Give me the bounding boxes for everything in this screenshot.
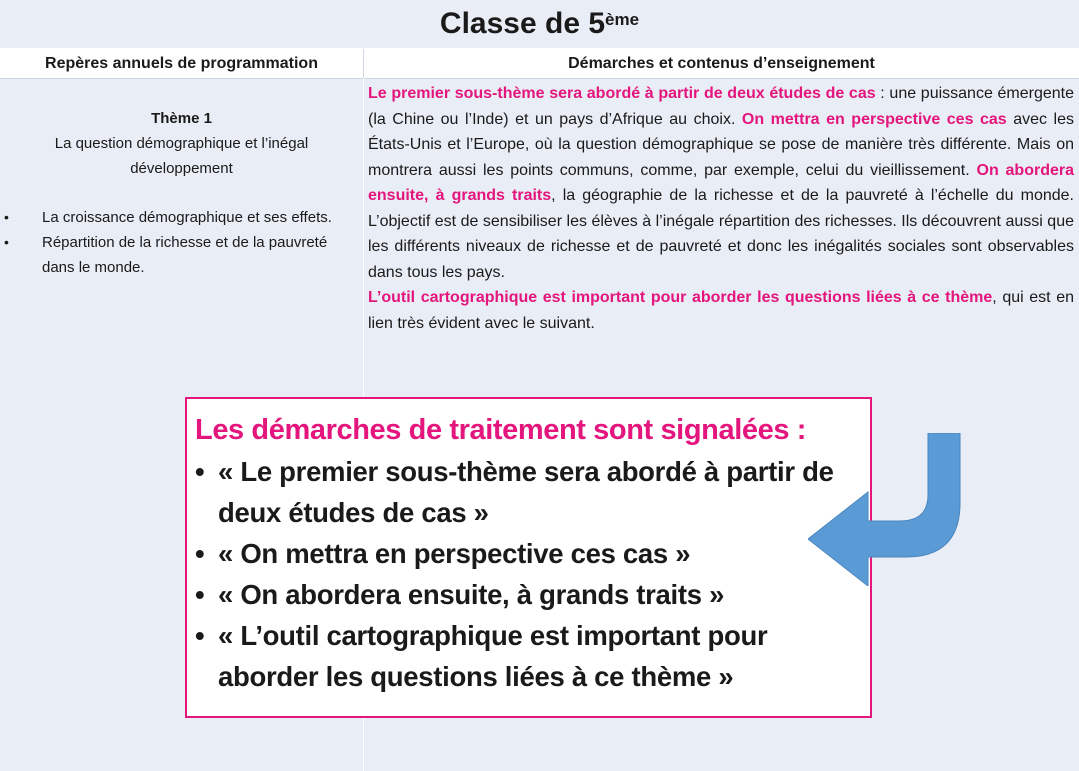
- highlight-text: On mettra en perspective ces cas: [741, 110, 1007, 128]
- body-text: avec les États-Unis et l’Europe, où la question démographique se pose de manière très différente. Mais on montrera aussi les points communs, comme, par exemple, celui du vieillissement.: [368, 110, 1074, 179]
- right-column: [368, 81, 1074, 336]
- body-text: , qui est en lien très évident avec le suivant.: [368, 289, 1075, 332]
- callout-item: • « On mettra en perspective ces cas »: [195, 533, 856, 574]
- list-item: • La croissance démographique et ses effets.: [0, 205, 363, 230]
- theme-title: La question démographique et l’inégal développement: [54, 135, 309, 177]
- left-column: [0, 80, 363, 280]
- body-text: : une puissance émergente (la Chine ou l’Inde) et un pays d’Afrique au choix.: [368, 85, 1075, 128]
- theme-label: Thème 1: [151, 110, 212, 127]
- highlight-text: L’outil cartographique est important pour aborder les questions liées à ce thème: [368, 289, 993, 306]
- list-item: • Répartition de la richesse et de la pauvreté dans le monde.: [0, 230, 363, 280]
- theme-block: [0, 106, 363, 181]
- content-paragraph-1: [368, 81, 1074, 285]
- header-left: Repères annuels de programmation: [0, 49, 364, 78]
- callout-box: [185, 397, 872, 718]
- callout-item: • « On abordera ensuite, à grands traits »: [195, 574, 856, 615]
- page-title: [0, 0, 1079, 49]
- title-superscript: ème: [605, 10, 640, 29]
- arrow-shape: [808, 433, 960, 586]
- highlight-text: On abordera ensuite, à grands traits: [368, 161, 1074, 204]
- table-header-row: [0, 49, 1079, 79]
- content-paragraph-2: [368, 285, 1074, 336]
- theme-bullet-list: [0, 205, 363, 280]
- body-text: , la géographie de la richesse et de la pauvreté à l’échelle du monde. L’objectif est de sensibiliser les élèves à l’inégale répartition des richesses. Ils découvrent aussi que les différents niveaux de richesse et de pauvreté et donc les inégalités sociales sont observables dans tous les pays.: [368, 187, 1074, 281]
- callout-list: [195, 451, 856, 697]
- title-main: Classe de 5: [439, 7, 606, 40]
- header-right: Démarches et contenus d’enseignement: [568, 54, 875, 72]
- callout-item: • « Le premier sous-thème sera abordé à partir de deux études de cas »: [195, 451, 856, 533]
- callout-item: • « L’outil cartographique est important pour aborder les questions liées à ce thème »: [195, 615, 856, 697]
- callout-title: Les démarches de traitement sont signalées :: [195, 414, 806, 446]
- curved-arrow-left-icon: [808, 433, 964, 586]
- highlight-text: Le premier sous-thème sera abordé à partir de deux études de cas: [368, 85, 876, 102]
